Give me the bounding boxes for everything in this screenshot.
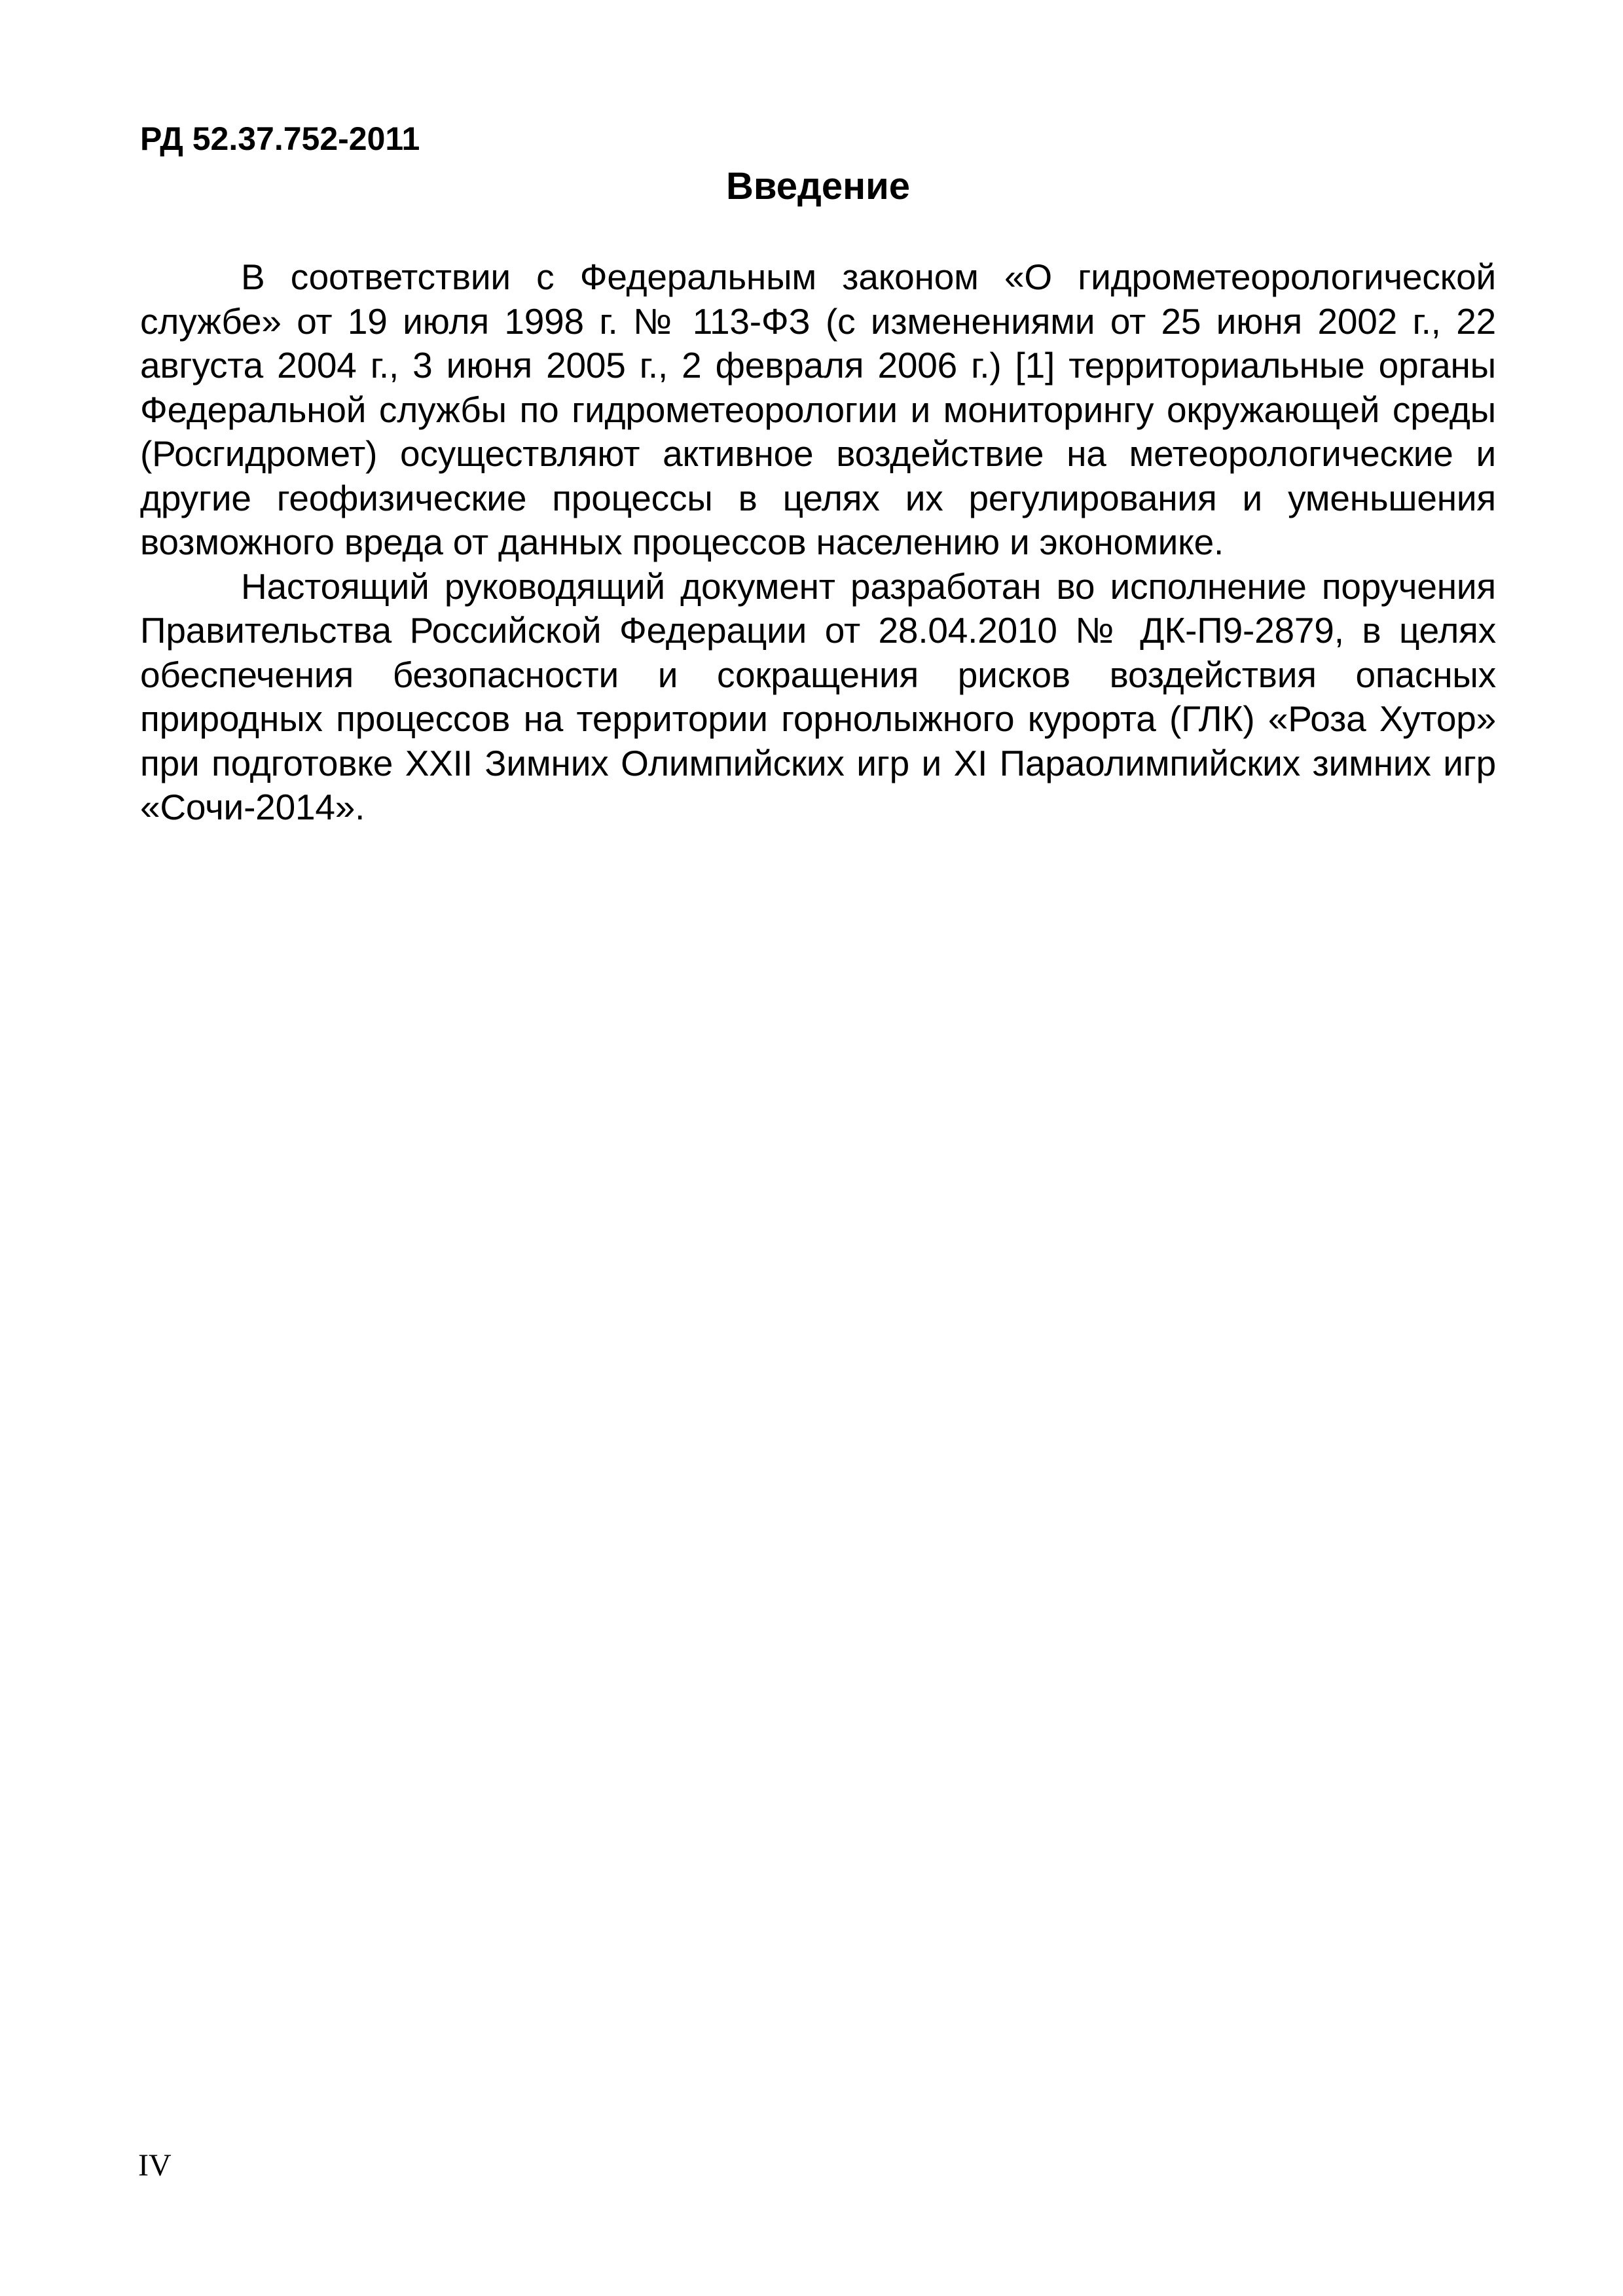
document-code: РД 52.37.752-2011 — [140, 120, 420, 157]
section-title: Введение — [725, 165, 911, 207]
page-number: IV — [138, 2148, 172, 2183]
paragraph: В соответствии с Федеральным законом «О гидрометеорологической службе» от 19 июля 1998 г. № 113-ФЗ (с изменениями от 25 июня 2002 г., 22 августа 2004 г., 3 июня 2005 г., 2 февраля 2006 г.) [1] территориальные органы Федеральной службы по гидрометеорологии и мониторингу окружающей среды (Росгидромет) осуществляют активное воздействие на метеорологические и другие геофизические процессы в целях их регулирования и уменьшения возможного вреда от данных процессов населению и экономике. — [140, 257, 1496, 562]
paragraph: Настоящий руководящий документ разработан во исполнение поручения Правительства Российской Федерации от 28.04.2010 № ДК-П9-2879, в целях обеспечения безопасности и сокращения рисков воздействия опасных природных процессов на территории горнолыжного курорта (ГЛК) «Роза Хутор» при подготовке XXII Зимних Олимпийских игр и XI Параолимпийских зимних игр «Сочи-2014». — [140, 565, 1496, 827]
document-body — [140, 255, 1496, 830]
